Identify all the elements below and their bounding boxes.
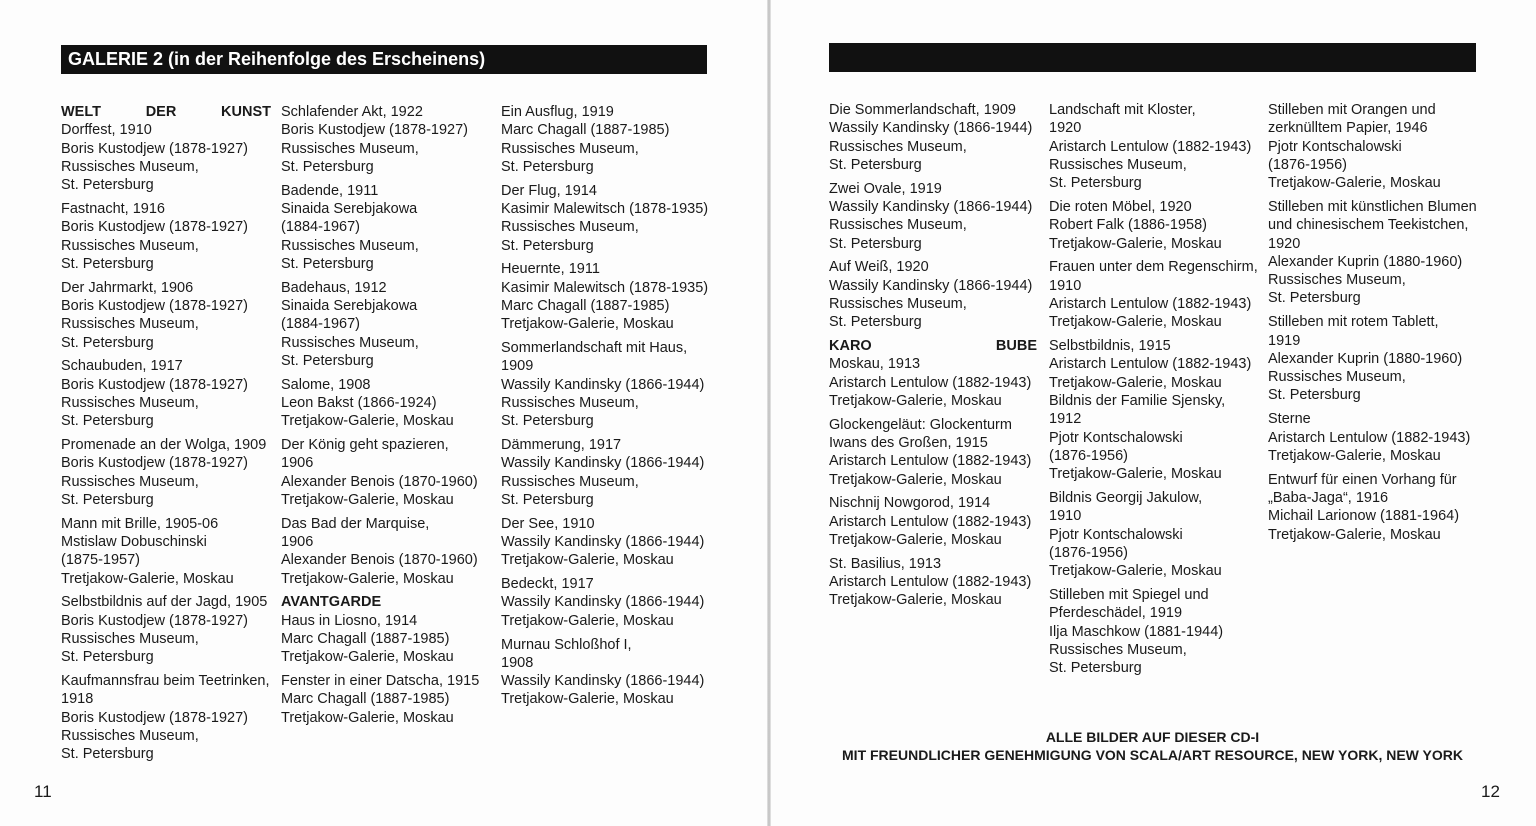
- entry-line: St. Petersburg: [1268, 290, 1361, 307]
- entry-line: Russisches Museum,: [61, 237, 199, 254]
- catalog-entry: [501, 575, 731, 630]
- credit-line-1: ALLE BILDER AUF DIESER CD-I: [1045, 729, 1260, 745]
- entry-title: Der Jahrmarkt, 1906: [61, 279, 194, 296]
- entry-line: Tretjakow-Galerie, Moskau: [1268, 447, 1441, 464]
- entry-line: Tretjakow-Galerie, Moskau: [1049, 563, 1222, 580]
- entry-line: (1884-1967): [281, 219, 360, 236]
- entry-line: Boris Kustodjew (1878-1927): [61, 455, 248, 472]
- catalog-entry: [501, 436, 731, 509]
- entry-line: Russisches Museum,: [501, 394, 639, 411]
- entry-line: zerknülltem Papier, 1946: [1268, 120, 1428, 137]
- entry-line: 1919: [1268, 332, 1301, 349]
- entry-line: Russisches Museum,: [829, 217, 967, 234]
- catalog-entry: [501, 515, 731, 570]
- entry-line: Boris Kustodjew (1878-1927): [61, 709, 248, 726]
- catalog-entry: [61, 672, 271, 763]
- catalog-entry: [1268, 101, 1493, 192]
- entry-line: Aristarch Lentulow (1882-1943): [829, 574, 1032, 591]
- gallery-banner: GALERIE 2 (in der Reihenfolge des Erscheinens): [61, 45, 707, 74]
- entry-line: Russisches Museum,: [61, 631, 199, 648]
- catalog-entry: [829, 258, 1037, 331]
- entry-line: Tretjakow-Galerie, Moskau: [1049, 374, 1222, 391]
- catalog-entry: [501, 636, 731, 709]
- entry-line: Pjotr Kontschalowski: [1268, 138, 1402, 155]
- entry-line: Russisches Museum,: [61, 316, 199, 333]
- entry-line: St. Petersburg: [829, 314, 922, 331]
- entry-line: Russisches Museum,: [501, 140, 639, 157]
- entry-title: Badende, 1911: [281, 182, 379, 199]
- entry-line: 1910: [1049, 508, 1082, 525]
- entry-line: 1906: [281, 534, 314, 551]
- catalog-entry: [61, 593, 271, 666]
- column-4: [829, 101, 1037, 615]
- entry-line: St. Petersburg: [61, 255, 154, 272]
- catalog-entry: [829, 180, 1037, 253]
- catalog-entry: [1268, 198, 1493, 308]
- entry-line: St. Petersburg: [61, 649, 154, 666]
- entry-line: Robert Falk (1886-1958): [1049, 217, 1207, 234]
- entry-line: Tretjakow-Galerie, Moskau: [501, 316, 674, 333]
- entry-title: Heuernte, 1911: [501, 261, 600, 278]
- entry-title: Der Flug, 1914: [501, 182, 597, 199]
- catalog-entry: [829, 494, 1037, 549]
- catalog-entry: [829, 355, 1037, 410]
- catalog-entry: [1049, 337, 1261, 483]
- entry-title: Dämmerung, 1917: [501, 437, 622, 454]
- entry-title: Der König geht spazieren,: [281, 437, 449, 454]
- entry-line: Michail Larionow (1881-1964): [1268, 508, 1460, 525]
- entry-title: Haus in Liosno, 1914: [281, 612, 418, 629]
- entry-title: Dorffest, 1910: [61, 122, 152, 139]
- section-heading-karo-bube: KARO BUBE: [829, 338, 1037, 355]
- entry-title: Bedeckt, 1917: [501, 576, 594, 593]
- catalog-entry: [829, 416, 1037, 489]
- entry-title: Zwei Ovale, 1919: [829, 180, 942, 197]
- entry-line: Alexander Benois (1870-1960): [281, 552, 478, 569]
- entry-title: Frauen unter dem Regenschirm,: [1049, 259, 1258, 276]
- entry-line: St. Petersburg: [501, 158, 594, 175]
- entry-line: 1918: [61, 691, 94, 708]
- entry-line: Russisches Museum,: [61, 158, 199, 175]
- catalog-entry: [61, 357, 271, 430]
- catalog-entry: [281, 515, 503, 588]
- entry-line: Wassily Kandinsky (1866-1944): [501, 376, 705, 393]
- column-2: [281, 103, 503, 733]
- catalog-entry: [281, 182, 503, 273]
- entry-line: 1910: [1049, 277, 1082, 294]
- entry-line: (1876-1956): [1049, 544, 1128, 561]
- entry-title: Ein Ausflug, 1919: [501, 104, 614, 120]
- entry-title: Stilleben mit Orangen und: [1268, 102, 1436, 118]
- catalog-entry: [281, 376, 503, 431]
- catalog-entry: [501, 339, 731, 430]
- entry-line: Boris Kustodjew (1878-1927): [61, 612, 248, 629]
- section-heading-avantgarde: AVANTGARDE: [281, 594, 382, 611]
- entry-line: Tretjakow-Galerie, Moskau: [829, 592, 1002, 609]
- entry-line: Sinaida Serebjakowa: [281, 297, 418, 314]
- entry-line: (1876-1956): [1049, 447, 1128, 464]
- entry-line: Marc Chagall (1887-1985): [501, 297, 670, 314]
- entry-line: 1906: [281, 455, 314, 472]
- catalog-entry: [1268, 313, 1493, 404]
- catalog-entry: [1049, 586, 1261, 677]
- entry-line: Pjotr Kontschalowski: [1049, 526, 1183, 543]
- catalog-entry: [61, 279, 271, 352]
- entry-line: Wassily Kandinsky (1866-1944): [829, 120, 1033, 137]
- entry-line: Russisches Museum,: [1268, 369, 1406, 386]
- entry-line: Russisches Museum,: [829, 295, 967, 312]
- entry-line: St. Petersburg: [829, 156, 922, 173]
- entry-line: Tretjakow-Galerie, Moskau: [501, 691, 674, 708]
- catalog-entry: [281, 672, 503, 727]
- entry-line: Leon Bakst (1866-1924): [281, 394, 437, 411]
- entry-title: Entwurf für einen Vorhang für: [1268, 471, 1457, 488]
- entry-line: Russisches Museum,: [829, 138, 967, 155]
- entry-line: St. Petersburg: [1049, 660, 1142, 677]
- entry-line: Russisches Museum,: [61, 473, 199, 490]
- entry-line: Tretjakow-Galerie, Moskau: [1268, 526, 1441, 543]
- entry-line: Boris Kustodjew (1878-1927): [61, 376, 248, 393]
- entry-line: Wassily Kandinsky (1866-1944): [501, 594, 705, 611]
- catalog-entry: [1268, 471, 1493, 544]
- entry-line: Tretjakow-Galerie, Moskau: [281, 709, 454, 726]
- entry-line: St. Petersburg: [61, 177, 154, 194]
- entry-title: St. Basilius, 1913: [829, 555, 942, 572]
- entry-line: Ilja Maschkow (1881-1944): [1049, 623, 1224, 640]
- entry-title: Schaubuden, 1917: [61, 358, 183, 375]
- entry-line: Sinaida Serebjakowa: [281, 200, 418, 217]
- catalog-entry: [61, 436, 271, 509]
- entry-line: Wassily Kandinsky (1866-1944): [501, 455, 705, 472]
- section-heading-welt-der-kunst: WELT DER KUNST: [61, 104, 271, 120]
- entry-line: Tretjakow-Galerie, Moskau: [829, 392, 1002, 409]
- entry-line: (1875-1957): [61, 552, 140, 569]
- column-3: [501, 103, 731, 714]
- entry-line: St. Petersburg: [61, 413, 154, 430]
- entry-line: Aristarch Lentulow (1882-1943): [1268, 429, 1471, 446]
- catalog-entry: [1049, 258, 1261, 331]
- entry-line: Aristarch Lentulow (1882-1943): [1049, 138, 1252, 155]
- column-6: [1268, 101, 1493, 549]
- entry-line: Tretjakow-Galerie, Moskau: [1049, 314, 1222, 331]
- credit-line: [829, 728, 1476, 764]
- entry-line: St. Petersburg: [501, 413, 594, 430]
- entry-line: Mstislaw Dobuschinski: [61, 534, 207, 551]
- entry-line: St. Petersburg: [829, 235, 922, 252]
- catalog-entry: [61, 121, 271, 194]
- entry-title: Nischnij Nowgorod, 1914: [829, 495, 991, 512]
- entry-line: St. Petersburg: [281, 352, 374, 369]
- entry-title: Fenster in einer Datscha, 1915: [281, 673, 480, 690]
- catalog-entry: [281, 436, 503, 509]
- entry-title: Stilleben mit Spiegel und: [1049, 586, 1209, 603]
- entry-line: Tretjakow-Galerie, Moskau: [501, 612, 674, 629]
- entry-line: Tretjakow-Galerie, Moskau: [281, 649, 454, 666]
- entry-line: Russisches Museum,: [281, 140, 419, 157]
- entry-line: Alexander Benois (1870-1960): [281, 473, 478, 490]
- column-5: [1049, 101, 1261, 683]
- entry-line: Russisches Museum,: [61, 728, 199, 744]
- entry-line: Russisches Museum,: [61, 394, 199, 411]
- entry-line: Tretjakow-Galerie, Moskau: [281, 570, 454, 587]
- entry-line: Tretjakow-Galerie, Moskau: [829, 532, 1002, 549]
- entry-title: Moskau, 1913: [829, 356, 921, 373]
- entry-line: Alexander Kuprin (1880-1960): [1268, 350, 1463, 367]
- catalog-entry: [61, 200, 271, 273]
- entry-title: Selbstbildnis, 1915: [1049, 338, 1171, 355]
- entry-title: Promenade an der Wolga, 1909: [61, 437, 267, 454]
- entry-title: Der See, 1910: [501, 515, 595, 532]
- entry-title: Auf Weiß, 1920: [829, 259, 929, 276]
- entry-line: „Baba-Jaga“, 1916: [1268, 489, 1389, 506]
- entry-line: St. Petersburg: [281, 255, 374, 272]
- entry-line: (1876-1956): [1268, 156, 1347, 173]
- entry-line: Boris Kustodjew (1878-1927): [61, 297, 248, 314]
- entry-line: Russisches Museum,: [501, 473, 639, 490]
- entry-line: 1920: [1268, 235, 1301, 252]
- entry-line: Kasimir Malewitsch (1878-1935): [501, 200, 709, 217]
- entry-line: Bildnis der Familie Sjensky,: [1049, 392, 1226, 409]
- entry-line: 1909: [501, 358, 534, 375]
- entry-line: Tretjakow-Galerie, Moskau: [61, 570, 234, 587]
- entry-title: Landschaft mit Kloster,: [1049, 102, 1196, 118]
- entry-line: Alexander Kuprin (1880-1960): [1268, 253, 1463, 270]
- entry-title: Glockengeläut: Glockenturm: [829, 416, 1012, 433]
- entry-line: Wassily Kandinsky (1866-1944): [829, 198, 1033, 215]
- entry-line: Boris Kustodjew (1878-1927): [61, 140, 248, 157]
- entry-line: Aristarch Lentulow (1882-1943): [1049, 356, 1252, 373]
- entry-line: Tretjakow-Galerie, Moskau: [829, 471, 1002, 488]
- blank-banner: [829, 43, 1476, 72]
- entry-line: Aristarch Lentulow (1882-1943): [1049, 295, 1252, 312]
- entry-line: und chinesischem Teekistchen,: [1268, 217, 1469, 234]
- catalog-entry: [281, 612, 503, 667]
- page-number-right: 12: [1481, 782, 1500, 801]
- catalog-entry: [1049, 489, 1261, 580]
- entry-title: Selbstbildnis auf der Jagd, 1905: [61, 594, 268, 611]
- entry-line: Tretjakow-Galerie, Moskau: [1049, 235, 1222, 252]
- entry-line: Aristarch Lentulow (1882-1943): [829, 513, 1032, 530]
- entry-line: Marc Chagall (1887-1985): [501, 122, 670, 139]
- entry-line: St. Petersburg: [281, 158, 374, 175]
- entry-line: 1920: [1049, 120, 1082, 137]
- catalog-entry: [1268, 410, 1493, 465]
- entry-title: Stilleben mit künstlichen Blumen: [1268, 198, 1477, 215]
- entry-title: Das Bad der Marquise,: [281, 515, 430, 532]
- entry-line: Russisches Museum,: [1049, 156, 1187, 173]
- entry-line: St. Petersburg: [61, 334, 154, 351]
- entry-line: St. Petersburg: [61, 746, 154, 763]
- page-number-left: 11: [34, 782, 52, 801]
- entry-line: Wassily Kandinsky (1866-1944): [501, 673, 705, 690]
- entry-title: Kaufmannsfrau beim Teetrinken,: [61, 673, 270, 690]
- entry-title: Stilleben mit rotem Tablett,: [1268, 314, 1439, 331]
- entry-line: Pferdeschädel, 1919: [1049, 605, 1183, 622]
- entry-title: Die Sommerlandschaft, 1909: [829, 102, 1016, 118]
- entry-line: Tretjakow-Galerie, Moskau: [281, 413, 454, 430]
- entry-line: Russisches Museum,: [281, 334, 419, 351]
- catalog-entry: [1049, 198, 1261, 253]
- catalog-entry: [61, 515, 271, 588]
- entry-line: Boris Kustodjew (1878-1927): [281, 122, 468, 139]
- entry-line: 1908: [501, 654, 534, 671]
- entry-line: (1884-1967): [281, 316, 360, 333]
- entry-title: Die roten Möbel, 1920: [1049, 198, 1192, 215]
- entry-line: Tretjakow-Galerie, Moskau: [1049, 466, 1222, 483]
- entry-line: Aristarch Lentulow (1882-1943): [829, 374, 1032, 391]
- credit-line-2: MIT FREUNDLICHER GENEHMIGUNG VON SCALA/ART RESOURCE, NEW YORK, NEW YORK: [842, 747, 1463, 763]
- entry-title: Salome, 1908: [281, 376, 371, 393]
- catalog-entry: [829, 555, 1037, 610]
- entry-line: Tretjakow-Galerie, Moskau: [281, 491, 454, 508]
- entry-line: Pjotr Kontschalowski: [1049, 429, 1183, 446]
- entry-title: Schlafender Akt, 1922: [281, 104, 423, 120]
- catalog-entry: [829, 101, 1037, 174]
- entry-line: Iwans des Großen, 1915: [829, 435, 988, 452]
- catalog-entry: [501, 260, 731, 333]
- entry-line: Tretjakow-Galerie, Moskau: [501, 552, 674, 569]
- entry-title: Murnau Schloßhof I,: [501, 636, 632, 653]
- entry-title: Badehaus, 1912: [281, 279, 387, 296]
- entry-line: St. Petersburg: [501, 237, 594, 254]
- entry-line: Wassily Kandinsky (1866-1944): [829, 277, 1033, 294]
- catalog-entry: [281, 279, 503, 370]
- entry-title: Sterne: [1268, 411, 1311, 428]
- entry-line: Marc Chagall (1887-1985): [281, 691, 450, 708]
- entry-line: Russisches Museum,: [501, 219, 639, 236]
- entry-line: Wassily Kandinsky (1866-1944): [501, 534, 705, 551]
- entry-line: 1912: [1049, 411, 1082, 428]
- entry-line: St. Petersburg: [1268, 387, 1361, 404]
- entry-line: Aristarch Lentulow (1882-1943): [829, 453, 1032, 470]
- entry-title: Bildnis Georgij Jakulow,: [1049, 489, 1203, 506]
- entry-line: Tretjakow-Galerie, Moskau: [1268, 175, 1441, 192]
- entry-line: St. Petersburg: [501, 491, 594, 508]
- catalog-entry: [281, 103, 503, 176]
- entry-title: Fastnacht, 1916: [61, 200, 165, 217]
- entry-line: St. Petersburg: [61, 491, 154, 508]
- entry-line: St. Petersburg: [1049, 175, 1142, 192]
- column-1: [61, 103, 271, 769]
- entry-line: Russisches Museum,: [1049, 641, 1187, 658]
- catalog-entry: [1049, 101, 1261, 192]
- entry-line: Boris Kustodjew (1878-1927): [61, 219, 248, 236]
- entry-line: Marc Chagall (1887-1985): [281, 631, 450, 648]
- entry-title: Sommerlandschaft mit Haus,: [501, 340, 688, 357]
- entry-line: Kasimir Malewitsch (1878-1935): [501, 279, 709, 296]
- entry-title: Mann mit Brille, 1905-06: [61, 515, 219, 532]
- catalog-entry: [501, 182, 731, 255]
- entry-line: Russisches Museum,: [1268, 272, 1406, 289]
- catalog-entry: [501, 103, 731, 176]
- entry-line: Russisches Museum,: [281, 237, 419, 254]
- book-spine: [767, 0, 771, 826]
